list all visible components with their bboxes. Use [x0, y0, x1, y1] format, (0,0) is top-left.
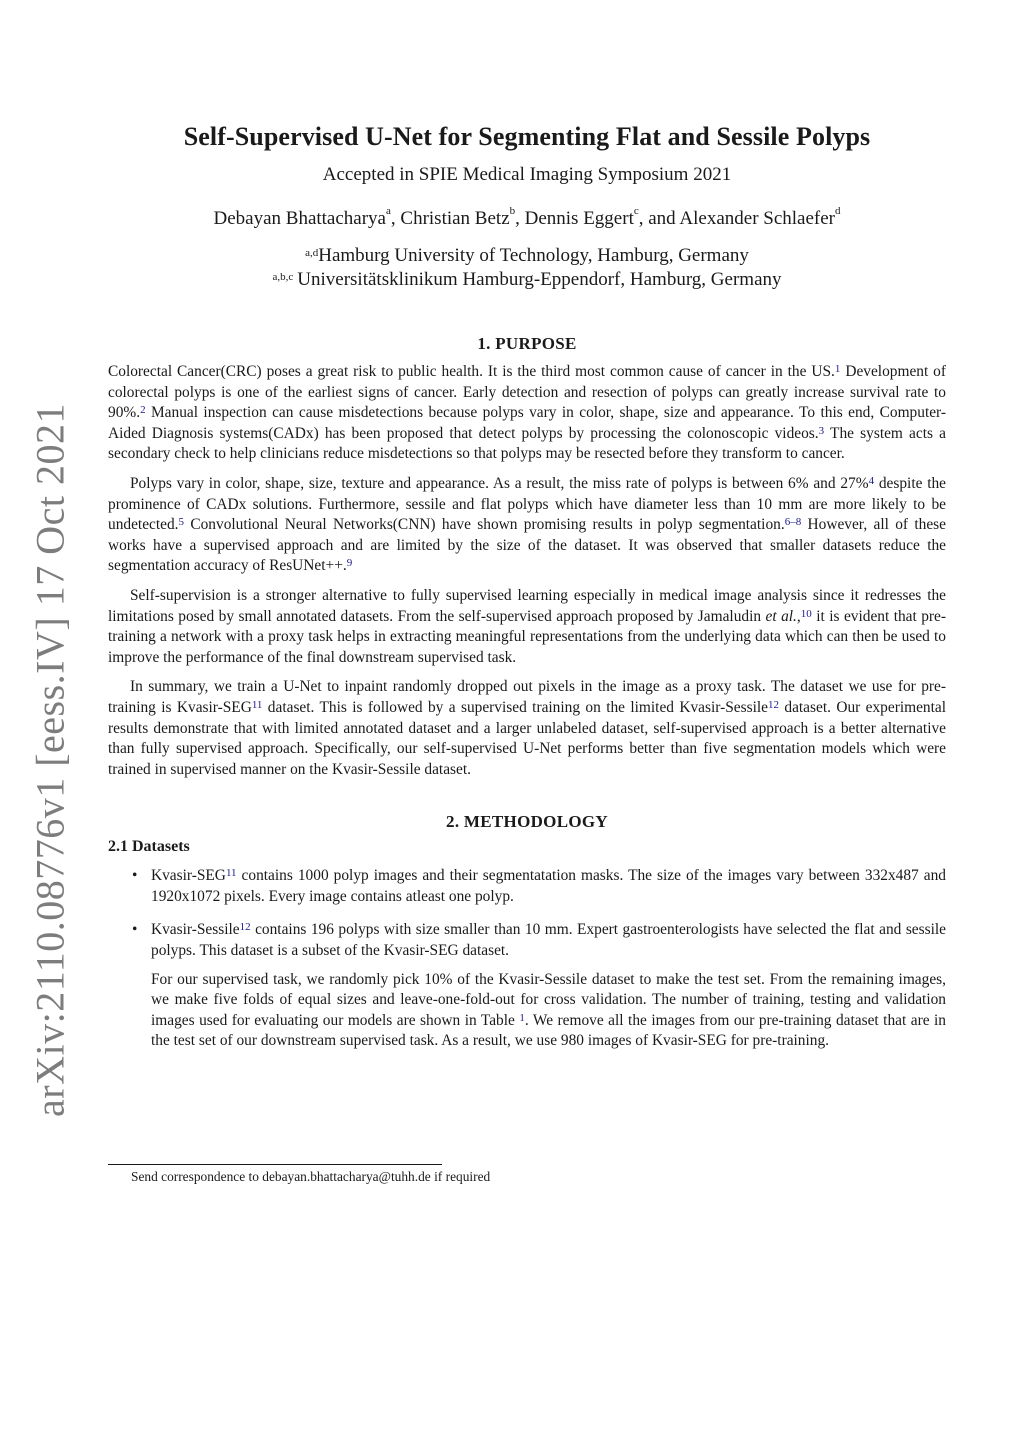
paragraph: In summary, we train a U-Net to inpaint randomly dropped out pixels in the image as a proxy task. The dataset we use for pre-training is Kvasir-SEG$^{11}$ dataset. This is followed by a supervised training on the limited Kvasir-Sessile$^{12}$ dataset. Our experimental results demonstrate that with limited annotated dataset and a larger unlabeled dataset, self-supervised approach is a better alternative than fully supervised approach. Specifically, our self-supervised U-Net performs better than five segmentation models which were trained in supervised manner on the Kvasir-Sessile dataset.	[108, 678, 946, 778]
citation-link[interactable]: 5	[178, 516, 185, 529]
citation-link[interactable]: 4	[868, 474, 875, 487]
arxiv-sidebar-stamp	[20, 403, 80, 1117]
affiliation-1	[108, 244, 946, 268]
paragraph: For our supervised task, we randomly pick 10% of the Kvasir-Sessile dataset to make the test set. From the remaining images, we make five folds of equal sizes and leave-one-fold-out for cross validation. The number of training, testing and validation images used for evaluating our models are shown in Table $^1$. We remove all the images from our pre-training dataset that are in the test set of our downstream supervised task. As a result, we use 980 images of Kvasir-SEG for pre-training.	[151, 970, 946, 1050]
citation-link[interactable]: 12	[767, 698, 779, 711]
citation-link[interactable]: 11	[251, 698, 263, 711]
citation-link[interactable]: 1	[834, 363, 841, 375]
author-name: Debayan Bhattacharya	[213, 208, 386, 229]
citation-link[interactable]: 12	[239, 921, 251, 934]
section-heading-methodology: 2. METHODOLOGY	[446, 812, 608, 832]
affiliation-marker: c	[633, 205, 639, 217]
list-item-text: Kvasir-Sessile$^{12}$ contains 196 polyps with size smaller than 10 mm. Expert gastroenterologists have selected the flat and sessile polyps. This dataset is a subset of the Kvasir-SEG dataset.	[151, 921, 946, 960]
list-item-text: Kvasir-SEG$^{11}$ contains 1000 polyp images and their segmentatation masks. The size of the images vary between 332x487 and 1920x1072 pixels. Every image contains atleast one polyp.	[151, 867, 946, 905]
paper-subtitle: Accepted in SPIE Medical Imaging Symposium 2021	[322, 164, 732, 185]
citation-link[interactable]: 6–8	[784, 516, 802, 529]
affiliation-marker: a,b,c	[272, 271, 294, 283]
affiliation-marker: d	[835, 205, 841, 217]
author-list: Debayan Bhattacharya$^a$, Christian Betz$^b$, Dennis Eggert$^c$, and Alexander Schlaefer$^d$	[213, 205, 841, 229]
affiliation-text: Hamburg University of Technology, Hamburg, Germany	[318, 245, 749, 266]
paragraph: Colorectal Cancer(CRC) poses a great risk to public health. It is the third most common cause of cancer in the US.$^1$ Development of colorectal polyps is one of the earliest signs of cancer. Early detection and resection of polyps can greatly increase survival rate to 90%.$^2$ Manual inspection can cause misdetections because polyps vary in color, shape, size and appearance. To this end, Computer-Aided Diagnosis systems(CADx) has been proposed that detect polyps by processing the colonoscopic videos.$^3$ The system acts a secondary check to help clinicians reduce misdetections so that polyps may be resected before they transform to cancer.	[108, 363, 947, 463]
italic-text: et al.	[765, 607, 797, 625]
subsection-heading-datasets: 2.1 Datasets	[108, 838, 190, 856]
citation-link[interactable]: 1	[519, 1011, 525, 1024]
arxiv-identifier: arXiv:2110.08776v1 [eess.IV] 17 Oct 2021	[27, 403, 73, 1117]
affiliation-2	[108, 268, 946, 292]
citation-link[interactable]: 2	[140, 404, 146, 417]
bullet-icon: •	[132, 867, 138, 885]
bullet-icon: •	[132, 921, 138, 939]
affiliation-text: Universitätsklinikum Hamburg-Eppendorf, Hamburg, Germany	[297, 269, 782, 290]
section-heading-purpose: 1. PURPOSE	[477, 334, 577, 353]
citation-link[interactable]: 9	[346, 557, 353, 570]
citation-link[interactable]: 11	[225, 867, 237, 880]
footnote: Send correspondence to debayan.bhattacharya@tuhh.de if required	[131, 1169, 491, 1184]
list-item	[108, 866, 946, 907]
author-name: Christian Betz	[400, 208, 510, 229]
citation-link[interactable]: 10	[800, 607, 812, 620]
paper-page	[108, 122, 946, 1052]
footnote-rule	[108, 1164, 442, 1165]
author-name: Alexander Schlaefer	[679, 208, 835, 229]
dataset-list	[108, 866, 946, 961]
paper-title: Self-Supervised U-Net for Segmenting Flat and Sessile Polyps	[183, 122, 871, 151]
affiliation-marker: b	[509, 205, 516, 217]
paragraph: Polyps vary in color, shape, size, texture and appearance. As a result, the miss rate of polyps is between 6% and 27%$^4$ despite the prominence of CADx solutions. Furthermore, sessile and flat polyps which have diameter less than 10 mm are more likely to be undetected.$^5$ Convolutional Neural Networks(CNN) have shown promising results in polyp segmentation.$^{6-8}$ However, all of these works have a supervised approach and are limited by the size of the dataset. It was observed that smaller datasets reduce the segmentation accuracy of ResUNet++.$^9$	[108, 474, 947, 575]
citation-link[interactable]: 3	[818, 424, 825, 437]
list-item	[108, 920, 946, 961]
affiliation-marker: a	[386, 205, 391, 217]
author-name: Dennis Eggert	[524, 208, 634, 229]
affiliation-marker: a,d	[305, 247, 319, 259]
paragraph: Self-supervision is a stronger alternative to fully supervised learning especially in medical image analysis since it redresses the limitations posed by small annotated datasets. From the self-supervised approach proposed by Jamaludin et al.,$^{10}$ it is evident that pre-training a network with a proxy task helps in extracting meaningful representations from the underlying data which can then be used to improve the performance of the final downstream supervised task.	[108, 586, 947, 666]
